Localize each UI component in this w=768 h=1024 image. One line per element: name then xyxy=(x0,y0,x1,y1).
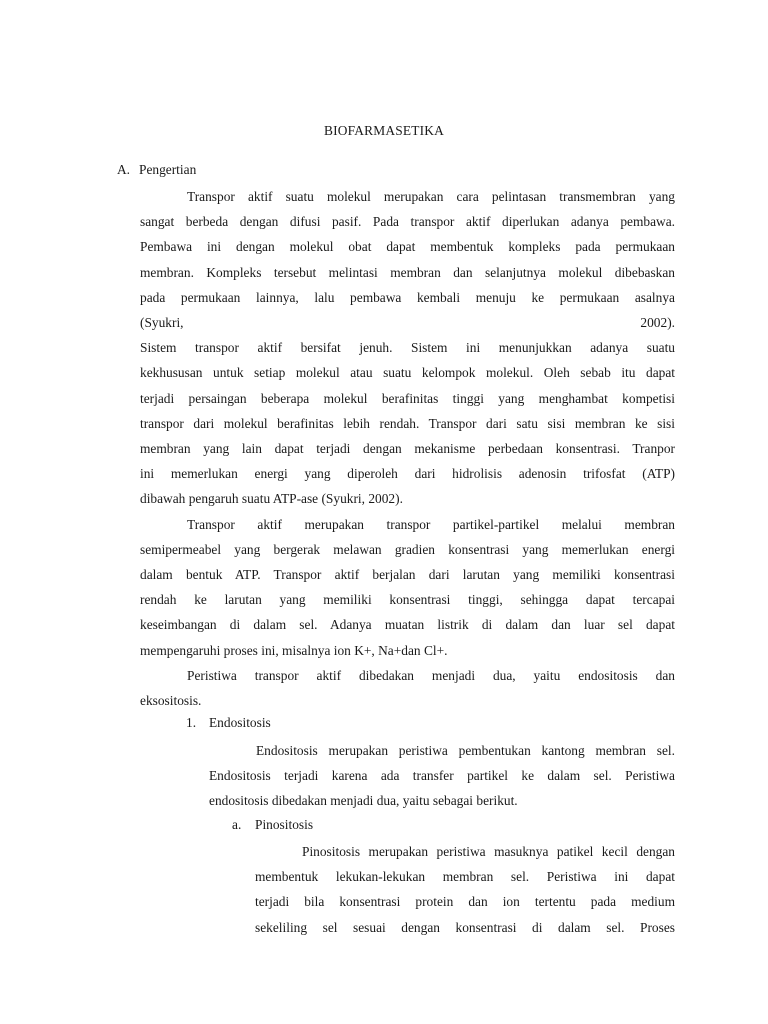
paragraph-3-line: dalam bentuk ATP. Transpor aktif berjalan dari larutan yang memiliki konsentrasi xyxy=(140,567,675,583)
pinositosis-line: sekeliling sel sesuai dengan konsentrasi di dalam sel. Proses xyxy=(255,919,675,935)
endositosis-line: Endositosis merupakan peristiwa pembentukan kantong membran sel. xyxy=(256,743,675,758)
paragraph-1-line: pada permukaan lainnya, lalu pembawa kembali menuju ke permukaan asalnya xyxy=(140,289,675,305)
citation-right: 2002). xyxy=(640,315,675,331)
citation-left: (Syukri, xyxy=(140,315,184,331)
paragraph-3-line: keseimbangan di dalam sel. Adanya muatan listrik di dalam dan luar sel dapat xyxy=(140,617,675,633)
document-title: BIOFARMASETIKA xyxy=(323,123,445,138)
paragraph-2-line: kekhususan untuk setiap molekul atau suatu kelompok molekul. Oleh sebab itu dapat xyxy=(140,365,675,381)
body-text xyxy=(140,184,675,713)
pinositosis-text xyxy=(255,839,675,940)
paragraph-2-last-line: dibawah pengaruh suatu ATP-ase (Syukri, 2002). xyxy=(140,491,403,507)
paragraph-1-line: membran. Kompleks tersebut melintasi membran dan selanjutnya molekul dibebaskan xyxy=(140,264,675,280)
pinositosis-line: terjadi bila konsentrasi protein dan ion tertentu pada medium xyxy=(255,894,675,910)
paragraph-3-line: rendah ke larutan yang memiliki konsentrasi tinggi, sehingga dapat tercapai xyxy=(140,592,675,608)
paragraph-3-line: Transpor aktif merupakan transpor partikel-partikel melalui membran xyxy=(187,516,675,532)
paragraph-2-line: terjadi persaingan beberapa molekul berafinitas tinggi yang menghambat kompetisi xyxy=(140,390,675,406)
paragraph-2-line: membran yang lain dapat terjadi dengan mekanisme perbedaan konsentrasi. Tranpor xyxy=(140,441,675,457)
sublist-item-marker: a. xyxy=(232,817,242,832)
paragraph-3-line: semipermeabel yang bergerak melawan gradien konsentrasi yang memerlukan energi xyxy=(140,541,675,557)
section-heading xyxy=(117,162,196,178)
section-marker: A. xyxy=(117,162,131,177)
paragraph-1-line: Transpor aktif suatu molekul merupakan cara pelintasan transmembran yang xyxy=(187,189,675,204)
endositosis-last-line: endositosis dibedakan menjadi dua, yaitu sebagai berikut. xyxy=(209,793,518,809)
list-item-pinositosis xyxy=(232,817,313,833)
paragraph-2-line: Sistem transpor aktif bersifat jenuh. Sistem ini menunjukkan adanya suatu xyxy=(140,340,675,356)
section-heading-text: Pengertian xyxy=(139,162,197,177)
paragraph-2-line: transpor dari molekul berafinitas lebih rendah. Transpor dari satu sisi membran ke sisi xyxy=(140,415,675,431)
list-item-label: Endositosis xyxy=(209,715,271,730)
citation-line xyxy=(140,310,675,335)
endositosis-text xyxy=(209,738,675,814)
endositosis-line: Endositosis terjadi karena ada transfer partikel ke dalam sel. Peristiwa xyxy=(209,768,675,784)
paragraph-3-last-line: mempengaruhi proses ini, misalnya ion K+, Na+dan Cl+. xyxy=(140,642,448,658)
pinositosis-line: membentuk lekukan-lekukan membran sel. Peristiwa ini dapat xyxy=(255,869,675,885)
pinositosis-line: Pinositosis merupakan peristiwa masuknya patikel kecil dengan xyxy=(302,844,675,859)
paragraph-4-last-line: eksositosis. xyxy=(140,693,202,709)
paragraph-4-line: Peristiwa transpor aktif dibedakan menjadi dua, yaitu endositosis dan xyxy=(187,667,675,683)
sublist-item-label: Pinositosis xyxy=(255,817,314,832)
paragraph-1-line: sangat berbeda dengan difusi pasif. Pada transpor aktif diperlukan adanya pembawa. xyxy=(140,214,675,230)
list-item-endositosis xyxy=(186,715,271,731)
paragraph-2-line: ini memerlukan energi yang diperoleh dari hidrolisis adenosin trifosfat (ATP) xyxy=(140,466,675,482)
paragraph-1-line: Pembawa ini dengan molekul obat dapat membentuk kompleks pada permukaan xyxy=(140,239,675,255)
list-item-marker: 1. xyxy=(186,715,197,730)
